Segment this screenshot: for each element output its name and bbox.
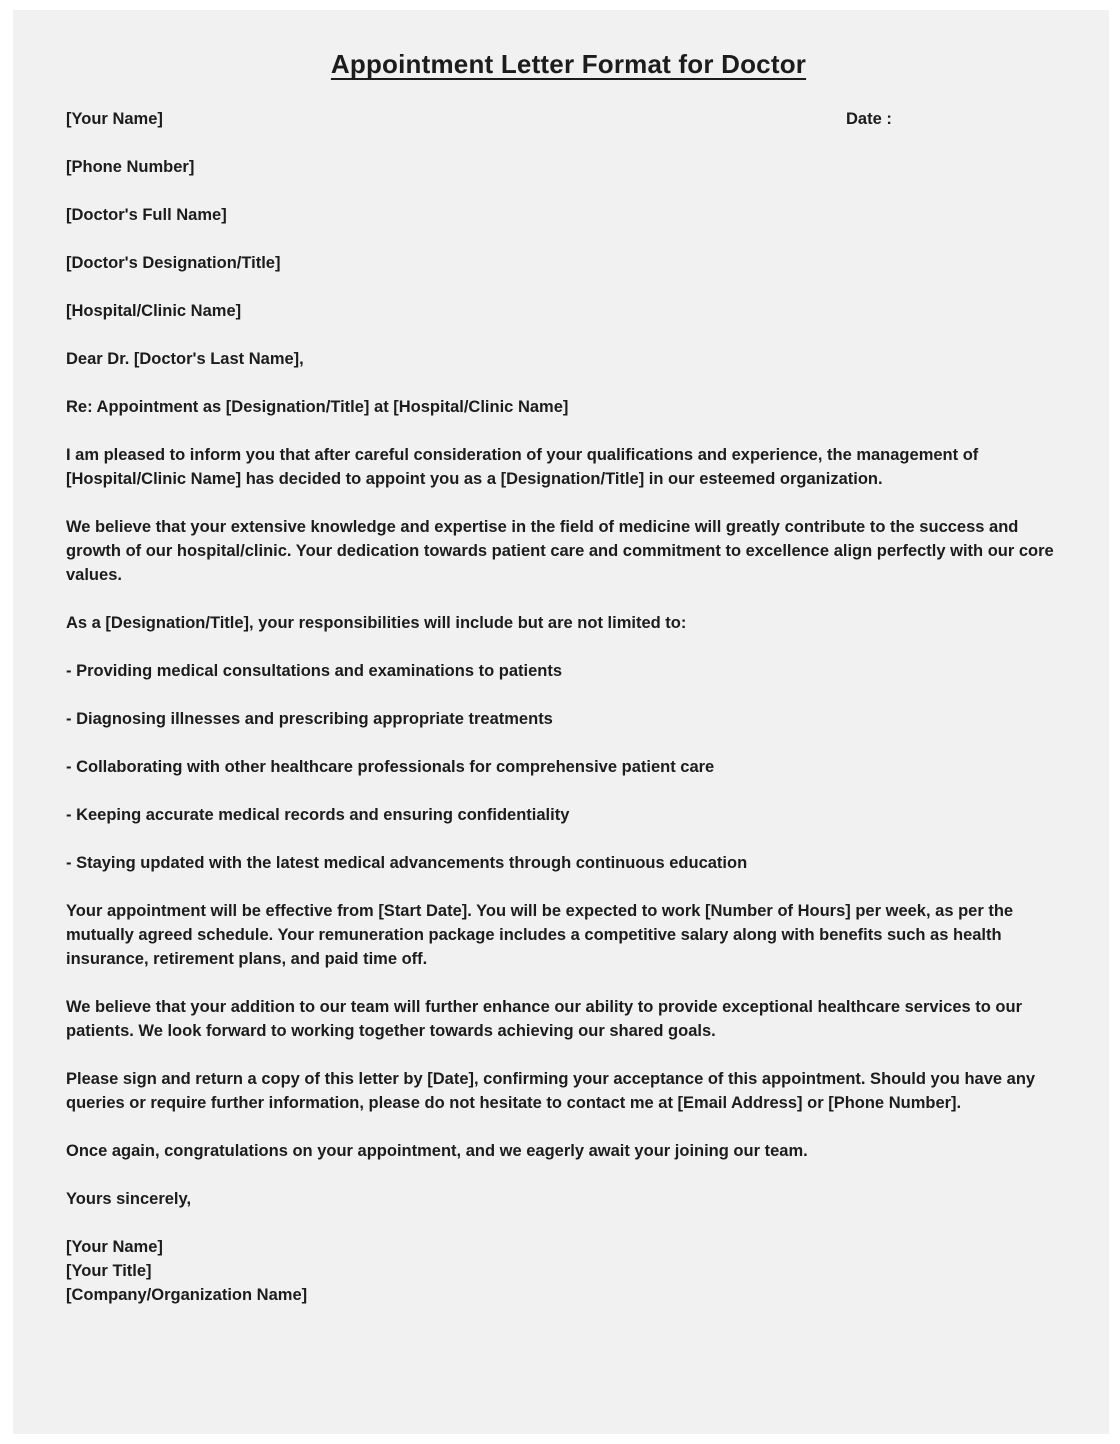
doctor-designation-placeholder: [Doctor's Designation/Title]: [66, 254, 281, 272]
doctor-name-placeholder: [Doctor's Full Name]: [66, 206, 227, 224]
paragraph-congrats: Once again, congratulations on your appointment, and we eagerly await your joining our team.: [66, 1142, 808, 1160]
responsibility-item: - Collaborating with other healthcare professionals for comprehensive patient care: [66, 758, 715, 776]
responsibility-item: - Providing medical consultations and examinations to patients: [66, 662, 562, 680]
responsibility-item: - Diagnosing illnesses and prescribing appropriate treatments: [66, 710, 553, 728]
paragraph-intro-2: We believe that your extensive knowledge and expertise in the field of medicine will greatly contribute to the success and growth of our hospital/clinic. Your dedication towards patient care and commitment to excellence align perfectly with our core values.: [66, 518, 1054, 584]
signature-company-placeholder: [Company/Organization Name]: [66, 1286, 308, 1304]
letter-sheet: [13, 10, 1109, 1434]
letter-content: [13, 10, 1109, 1434]
signature-title-placeholder: [Your Title]: [66, 1262, 152, 1280]
date-label: Date :: [846, 110, 892, 128]
paragraph-terms: Your appointment will be effective from [Start Date]. You will be expected to work [Number of Hours] per week, as per the mutually agreed schedule. Your remuneration package includes a competitive salary along with benefits such as health insurance, retirement plans, and paid time off.: [66, 902, 1014, 968]
subject-line: Re: Appointment as [Designation/Title] at [Hospital/Clinic Name]: [66, 398, 569, 416]
signature-block: [66, 1235, 1071, 1307]
phone-placeholder: [Phone Number]: [66, 158, 195, 176]
name-date-row: [66, 107, 1071, 131]
responsibility-item: - Staying updated with the latest medical advancements through continuous education: [66, 854, 748, 872]
responsibility-item: - Keeping accurate medical records and ensuring confidentiality: [66, 806, 570, 824]
sender-name-placeholder: [Your Name]: [66, 110, 163, 128]
page-title: Appointment Letter Format for Doctor: [330, 49, 807, 79]
paragraph-team: We believe that your addition to our team will further enhance our ability to provide exceptional healthcare services to our patients. We look forward to working together towards achieving our shared goals.: [66, 998, 1022, 1040]
paragraph-intro-1: I am pleased to inform you that after careful consideration of your qualifications and experience, the management of [Hospital/Clinic Name] has decided to appoint you as a [Designation/Title] in our esteemed organization.: [66, 446, 979, 488]
signature-name-placeholder: [Your Name]: [66, 1238, 163, 1256]
closing: Yours sincerely,: [66, 1190, 192, 1208]
paragraph-sign: Please sign and return a copy of this letter by [Date], confirming your acceptance of this appointment. Should you have any queries or require further information, please do not hesitate to contact me at [Email Address] or [Phone Number].: [66, 1070, 1036, 1112]
salutation: Dear Dr. [Doctor's Last Name],: [66, 350, 304, 368]
hospital-name-placeholder: [Hospital/Clinic Name]: [66, 302, 242, 320]
responsibilities-intro: As a [Designation/Title], your responsibilities will include but are not limited to:: [66, 614, 687, 632]
